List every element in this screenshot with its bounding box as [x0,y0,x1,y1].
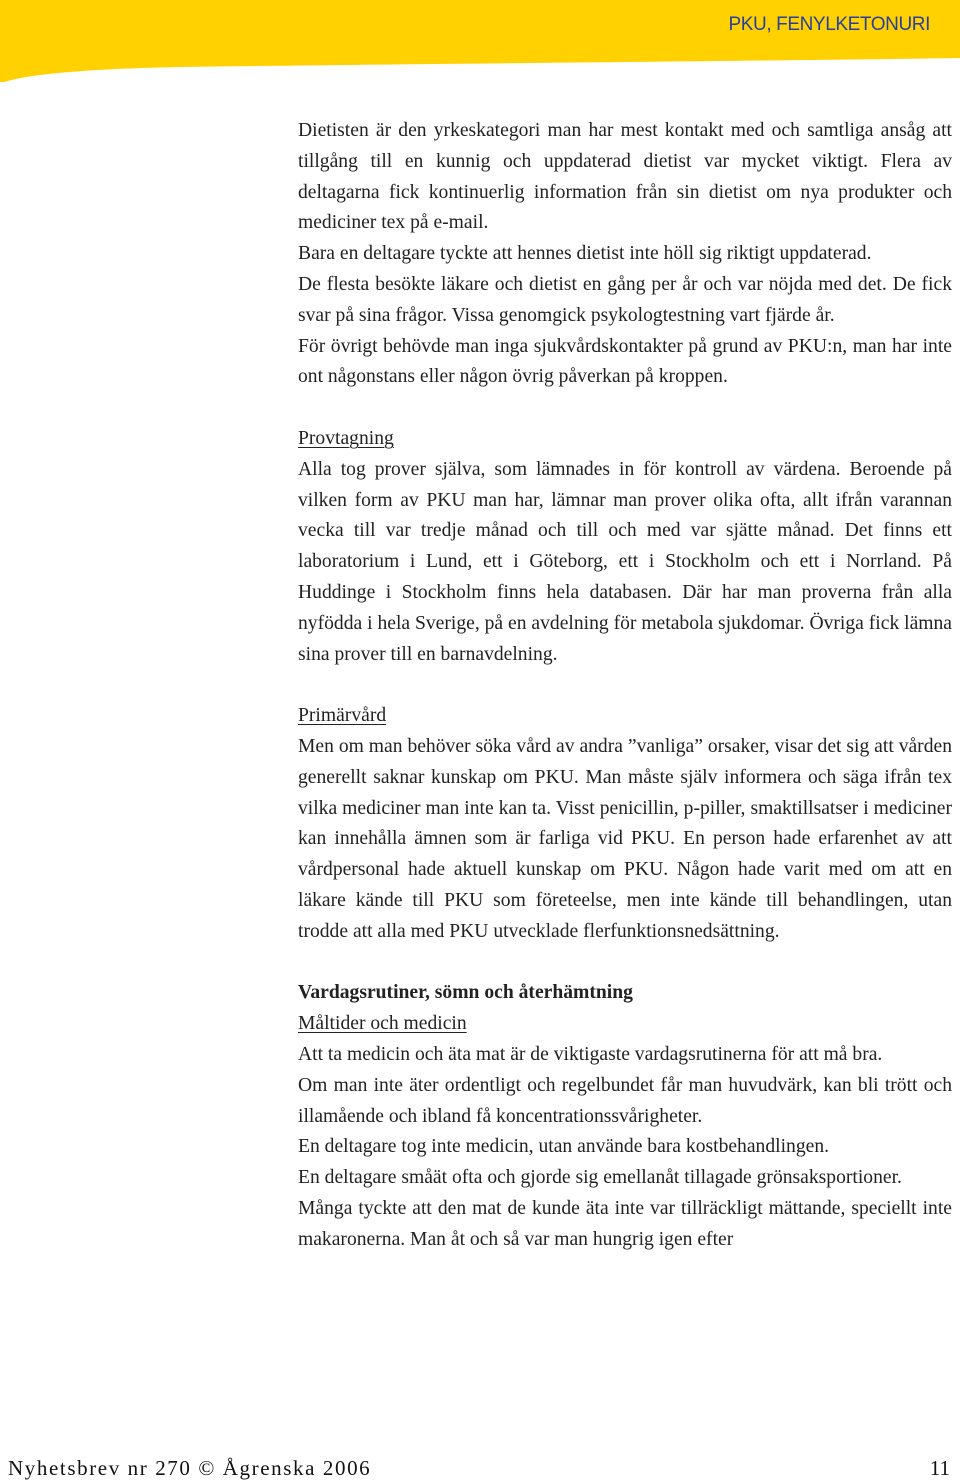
spacer [298,670,952,701]
spacer [298,393,952,424]
subheading-maltider [298,1009,952,1040]
paragraph-provtagning: Alla tog prover själva, som lämnades in för kontroll av värdena. Beroende på vilken form av PKU man har, lämnar man prover olika ofta, allt ifrån varannan vecka till var tredje månad och till och med var sjätte månad. Det finns ett laboratorium i Lund, ett i Göteborg, ett i Stockholm och ett i Norrland. På Huddinge i Stockholm finns hela databasen. Där har man proverna från alla nyfödda i hela Sverige, på en avdelning för metabola sjukdomar. Övriga fick lämna sina prover till en barnavdelning. [298,458,953,665]
paragraph-besok: De flesta besökte läkare och dietist en gång per år och var nöjda med det. De fick svar på sina frågor. Vissa genomgick psykologtestning vart fjärde år. [298,273,952,326]
paragraph-medicin-mat: Att ta medicin och äta mat är de viktigaste vardagsrutinerna för att må bra. [298,1043,883,1065]
subheading-provtagning [298,424,952,455]
subheading-primarvard-text: Primärvård [298,705,387,727]
spacer [298,948,952,979]
subheading-maltider-text: Måltider och medicin [298,1013,467,1035]
header-title: PKU, FENYLKETONURI [728,14,930,35]
paragraph-sjukvardskontakter: För övrigt behövde man inga sjukvårdskontakter på grund av PKU:n, man har inte ont någonstans eller någon övrig påverkan på kroppen. [298,335,952,388]
paragraph-smaat: En deltagare småät ofta och gjorde sig emellanåt tillagade grönsaksportioner. [298,1167,902,1189]
paragraph-dietist: Dietisten är den yrkeskategori man har mest kontakt med och samtliga ansåg att tillgång till en kunnig och uppdaterad dietist var mycket viktigt. Flera av deltagarna fick kontinuerlig information från sin dietist om nya produkter och mediciner tex på e-mail. [298,120,952,234]
paragraph-uppdaterad: Bara en deltagare tyckte att hennes dietist inte höll sig riktigt uppdaterad. [298,243,872,265]
header-band-shape [0,0,960,82]
paragraph-mattande: Många tyckte att den mat de kunde äta inte var tillräckligt mättande, speciellt inte makaronerna. Man åt och så var man hungrig igen efter [298,1197,952,1250]
article-body [298,116,952,1255]
footer-newsletter: Nyhetsbrev nr 270 © Ågrenska 2006 [8,1456,372,1480]
paragraph-kostbehandling: En deltagare tog inte medicin, utan använde bara kostbehandlingen. [298,1136,830,1158]
paragraph-primarvard: Men om man behöver söka vård av andra ”vanliga” orsaker, visar det sig att vården generellt saknar kunskap om PKU. Man måste själv informera och säga ifrån tex vilka mediciner man inte kan ta. Visst penicillin, p-piller, smaktillsatser i mediciner kan innehålla ämnen som är farliga vid PKU. En person hade erfarenhet av att vårdpersonal hade aktuell kunskap om PKU. Någon hade varit med om att en läkare kände till PKU som företeelse, men inte kände till behandlingen, utan trodde att alla med PKU utvecklade flerfunktionsnedsättning. [298,735,952,942]
subheading-primarvard [298,701,952,732]
subheading-provtagning-text: Provtagning [298,427,394,449]
section-heading-vardagsrutiner: Vardagsrutiner, sömn och återhämtning [298,982,633,1004]
page-number: 11 [929,1456,950,1480]
paragraph-huvudvark: Om man inte äter ordentligt och regelbundet får man huvudvärk, kan bli trött och illamående och ibland få koncentrationssvårigheter. [298,1074,952,1127]
